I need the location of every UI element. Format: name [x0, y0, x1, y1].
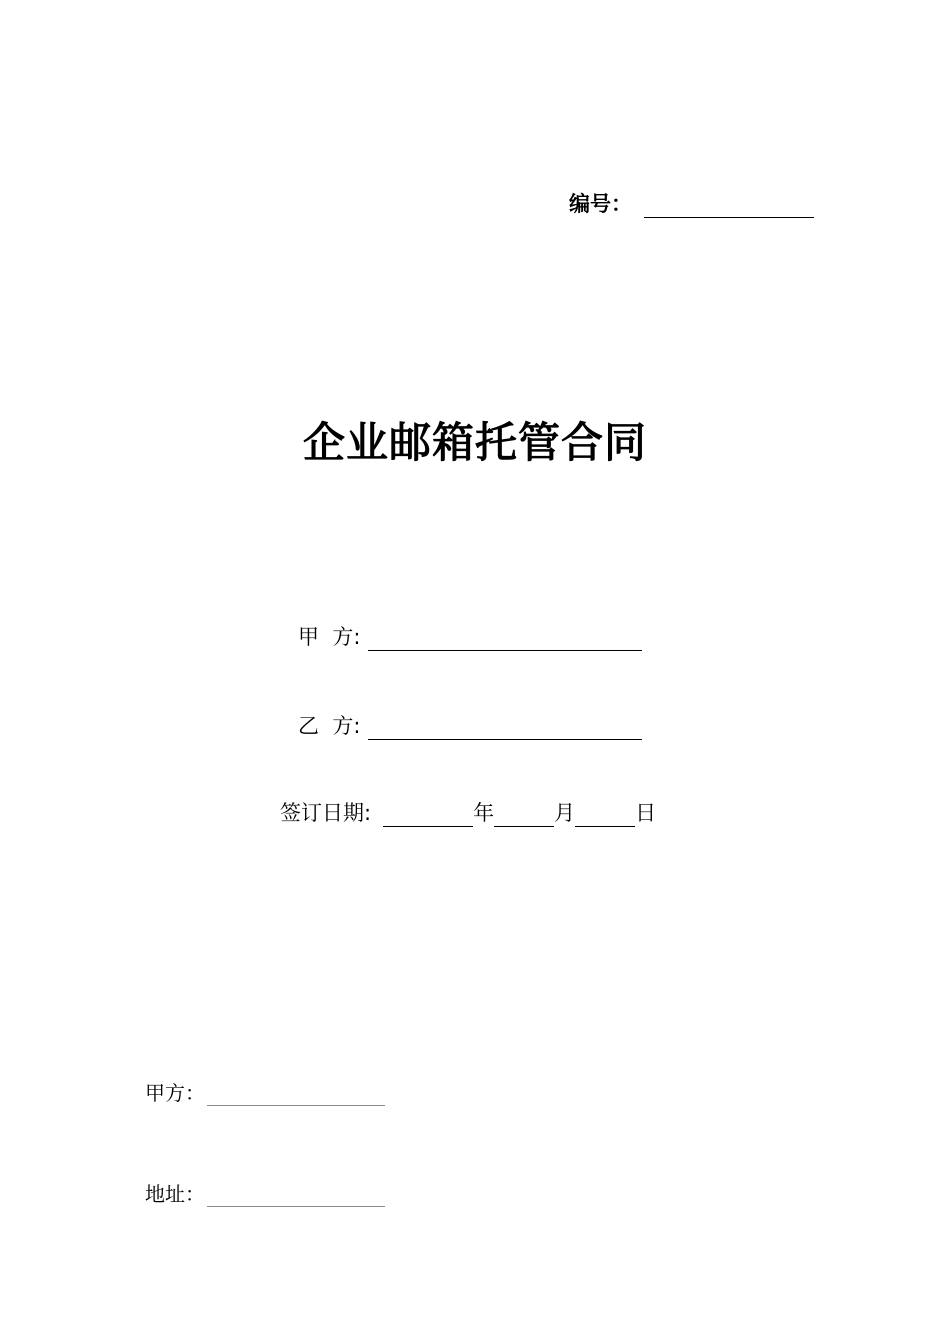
- signing-date-row: [280, 797, 656, 827]
- signature-address-row: [145, 1178, 385, 1207]
- contract-number: [569, 188, 814, 218]
- month-label: 月: [554, 801, 576, 825]
- party-b-field[interactable]: [368, 717, 642, 740]
- day-field[interactable]: [575, 804, 635, 827]
- contract-number-label: 编号：: [569, 192, 632, 216]
- year-label: 年: [473, 801, 495, 825]
- party-a-field[interactable]: [368, 628, 642, 651]
- signature-party-a-label: 甲方：: [145, 1081, 205, 1105]
- document-title: 企业邮箱托管合同: [302, 418, 647, 467]
- signature-address-field[interactable]: [207, 1186, 385, 1207]
- signature-party-a-row: [145, 1077, 385, 1106]
- signature-party-a-field[interactable]: [207, 1085, 385, 1106]
- party-b-row: [298, 710, 642, 740]
- month-field[interactable]: [494, 804, 554, 827]
- party-b-label: 乙 方:: [298, 714, 361, 738]
- signature-address-label: 地址：: [145, 1182, 205, 1206]
- day-label: 日: [635, 801, 657, 825]
- signing-date-label: 签订日期:: [280, 801, 372, 825]
- party-a-label: 甲 方:: [298, 625, 361, 649]
- party-a-row: [298, 621, 642, 651]
- year-field[interactable]: [383, 804, 473, 827]
- contract-number-field[interactable]: [644, 195, 814, 218]
